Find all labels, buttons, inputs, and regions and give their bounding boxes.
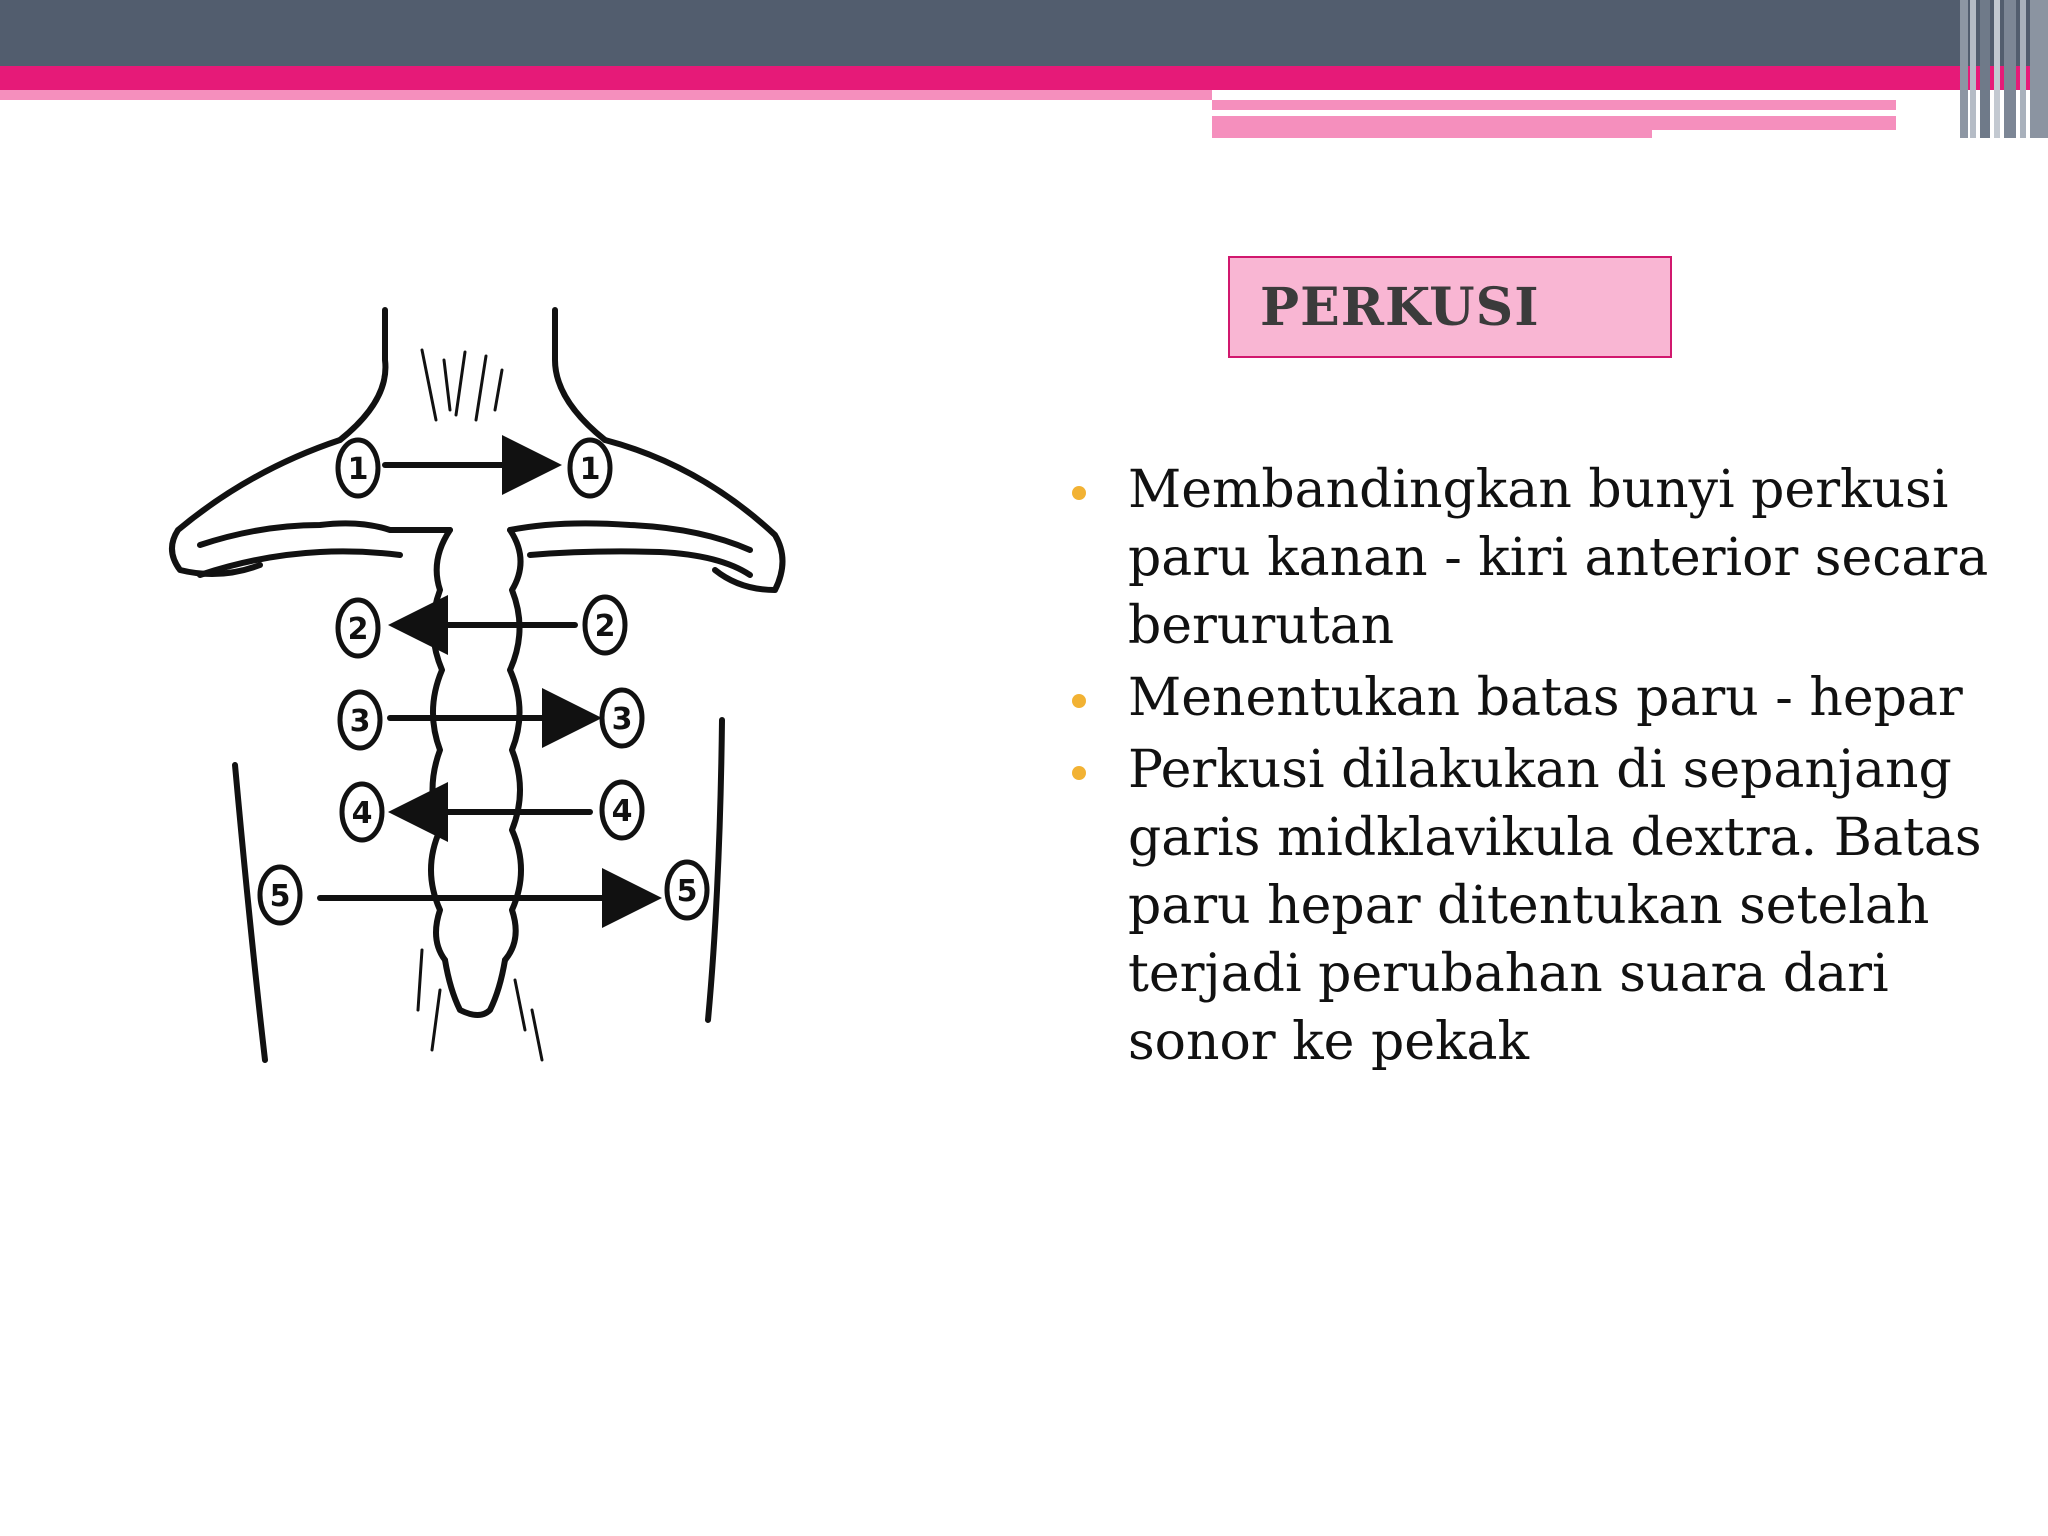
neck-left-outline — [340, 310, 385, 440]
corner-stripes — [1960, 0, 2048, 138]
marker-label: 3 — [611, 702, 633, 737]
marker-2-left — [338, 600, 378, 656]
marker-label: 4 — [611, 794, 633, 829]
neck-right-outline — [555, 310, 605, 440]
marker-label: 5 — [269, 879, 291, 914]
marker-label: 2 — [347, 612, 369, 647]
xiphoid — [445, 960, 505, 1015]
bullet-list — [1064, 456, 2024, 1080]
header-pink-band — [0, 66, 2048, 90]
bullet-text: Perkusi dilakukan di sepanjang garis midklavikula dextra. Batas paru hepar ditentukan setelah terjadi perubahan suara dari sonor ke pekak — [1128, 740, 1982, 1072]
marker-label: 1 — [347, 452, 369, 487]
marker-5-left — [260, 867, 300, 923]
left-torso-side — [235, 765, 265, 1060]
bullet-text: Menentukan batas paru - hepar — [1128, 668, 1963, 728]
marker-label: 1 — [579, 452, 601, 487]
bullet-dot-icon — [1072, 766, 1086, 780]
slide-title-box — [1228, 256, 1672, 358]
chest-percussion-diagram — [160, 290, 820, 1080]
bullet-dot-icon — [1072, 694, 1086, 708]
slide-title: PERKUSI — [1260, 276, 1540, 338]
marker-label: 3 — [349, 704, 371, 739]
right-clavicle — [510, 523, 750, 550]
header-light-pink-strip-right — [1212, 100, 1896, 110]
marker-4-right — [602, 782, 642, 838]
marker-1-right — [570, 440, 610, 496]
header-gray-band — [0, 0, 2048, 66]
bullet-item — [1064, 736, 2024, 1076]
right-shoulder-outline — [605, 440, 783, 590]
header-light-pink-strip-right-lower — [1212, 116, 1652, 138]
bullet-text: Membandingkan bunyi perkusi paru kanan - kiri anterior secara berurutan — [1128, 460, 1989, 656]
marker-label: 4 — [351, 796, 373, 831]
header-light-pink-strip-right-end — [1652, 116, 1896, 130]
bullet-item — [1064, 456, 2024, 660]
marker-5-right — [667, 862, 707, 918]
marker-4-left — [342, 784, 382, 840]
bullet-dot-icon — [1072, 486, 1086, 500]
marker-1-left — [338, 440, 378, 496]
marker-2-right — [585, 597, 625, 653]
abdomen-hatch — [418, 950, 542, 1060]
neck-hatch — [422, 350, 502, 420]
marker-3-left — [340, 692, 380, 748]
marker-3-right — [602, 690, 642, 746]
marker-label: 5 — [676, 874, 698, 909]
marker-label: 2 — [594, 609, 616, 644]
right-torso-side — [708, 720, 722, 1020]
bullet-item — [1064, 664, 2024, 732]
header-light-pink-strip — [0, 90, 1212, 100]
left-clavicle — [200, 523, 450, 545]
